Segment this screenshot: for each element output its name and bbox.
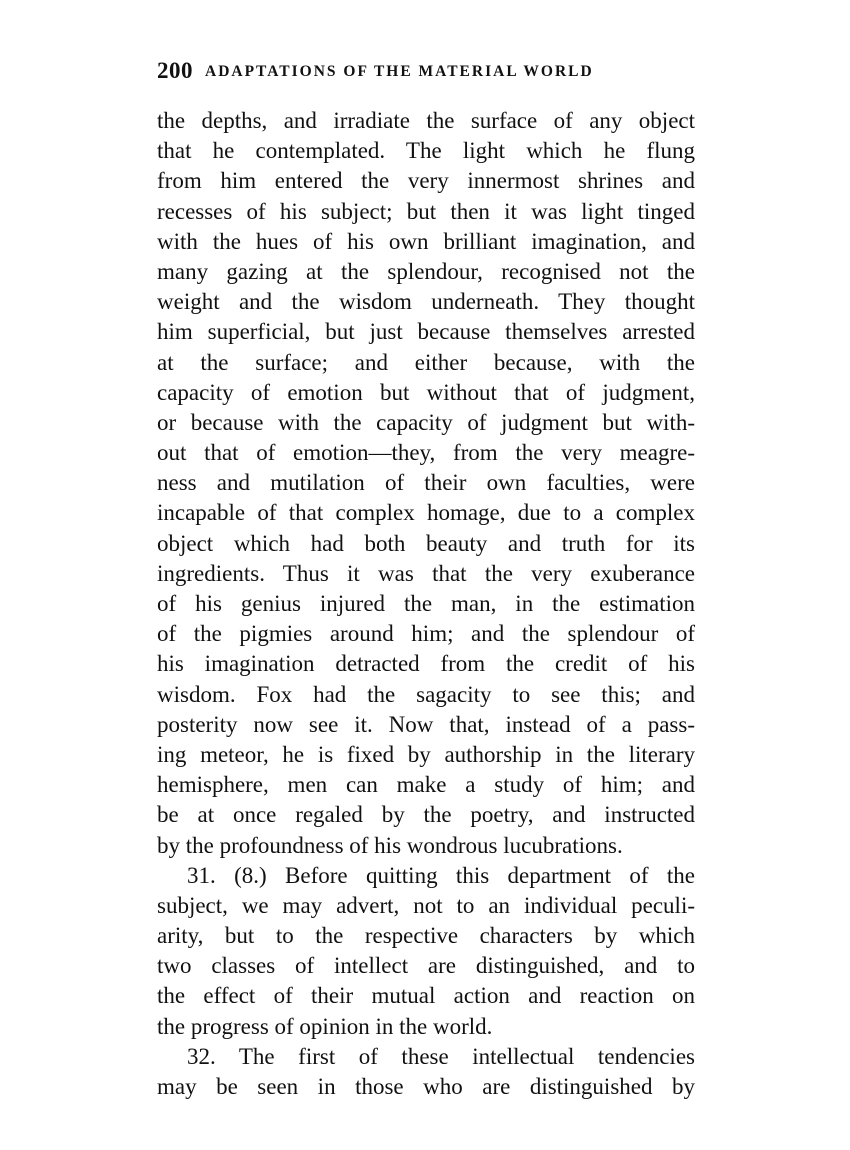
- text-line: ing meteor, he is fixed by authorship in the literary: [157, 741, 695, 767]
- paragraph-end-line: by the profoundness of his wondrous lucubrations.: [157, 832, 623, 858]
- text-line: of the pigmies around him; and the splendour of: [157, 621, 695, 647]
- paragraph-start-line: 31. (8.) Before quitting this department of the: [187, 862, 695, 888]
- text-line: object which had both beauty and truth for its: [157, 530, 695, 556]
- text-line: that he contemplated. The light which he flung: [157, 138, 695, 164]
- text-line: wisdom. Fox had the sagacity to see this; and: [157, 681, 695, 707]
- text-line: at the surface; and either because, with the: [157, 349, 695, 375]
- running-title: ADAPTATIONS OF THE MATERIAL WORLD: [205, 63, 594, 80]
- text-line: may be seen in those who are distinguished by: [157, 1074, 695, 1099]
- text-line: ness and mutilation of their own faculties, were: [157, 470, 695, 496]
- text-line: with the hues of his own brilliant imagination, and: [157, 228, 695, 254]
- text-line: posterity now see it. Now that, instead of a pass-: [157, 711, 695, 737]
- text-line: incapable of that complex homage, due to a complex: [157, 500, 695, 526]
- text-line: the effect of their mutual action and reaction on: [157, 983, 695, 1009]
- text-line: ingredients. Thus it was that the very exuberance: [157, 560, 695, 586]
- running-head: [157, 58, 697, 88]
- text-line: recesses of his subject; but then it was light tinged: [157, 198, 695, 224]
- text-line: him superficial, but just because themselves arrested: [157, 319, 695, 345]
- text-line: arity, but to the respective characters by which: [157, 923, 695, 949]
- text-line: of his genius injured the man, in the estimation: [157, 591, 695, 616]
- text-line: from him entered the very innermost shrines and: [157, 168, 695, 194]
- paragraph-end-line: the progress of opinion in the world.: [157, 1013, 493, 1039]
- body-text: [157, 106, 695, 1102]
- text-line: subject, we may advert, not to an individual peculi-: [157, 892, 695, 918]
- text-line: hemisphere, men can make a study of him; and: [157, 772, 695, 798]
- text-line: or because with the capacity of judgment but with-: [157, 409, 695, 435]
- text-line: two classes of intellect are distinguished, and to: [157, 953, 695, 979]
- text-line: be at once regaled by the poetry, and instructed: [157, 802, 695, 828]
- text-line: weight and the wisdom underneath. They thought: [157, 289, 695, 315]
- text-line: many gazing at the splendour, recognised not the: [157, 258, 695, 284]
- text-line: out that of emotion—they, from the very meagre-: [157, 440, 695, 466]
- text-line: his imagination detracted from the credit of his: [157, 651, 695, 677]
- paragraph-start-line: 32. The first of these intellectual tendencies: [187, 1043, 695, 1069]
- text-line: the depths, and irradiate the surface of any object: [157, 108, 695, 133]
- page-number: 200: [157, 58, 193, 83]
- text-line: capacity of emotion but without that of judgment,: [157, 379, 695, 405]
